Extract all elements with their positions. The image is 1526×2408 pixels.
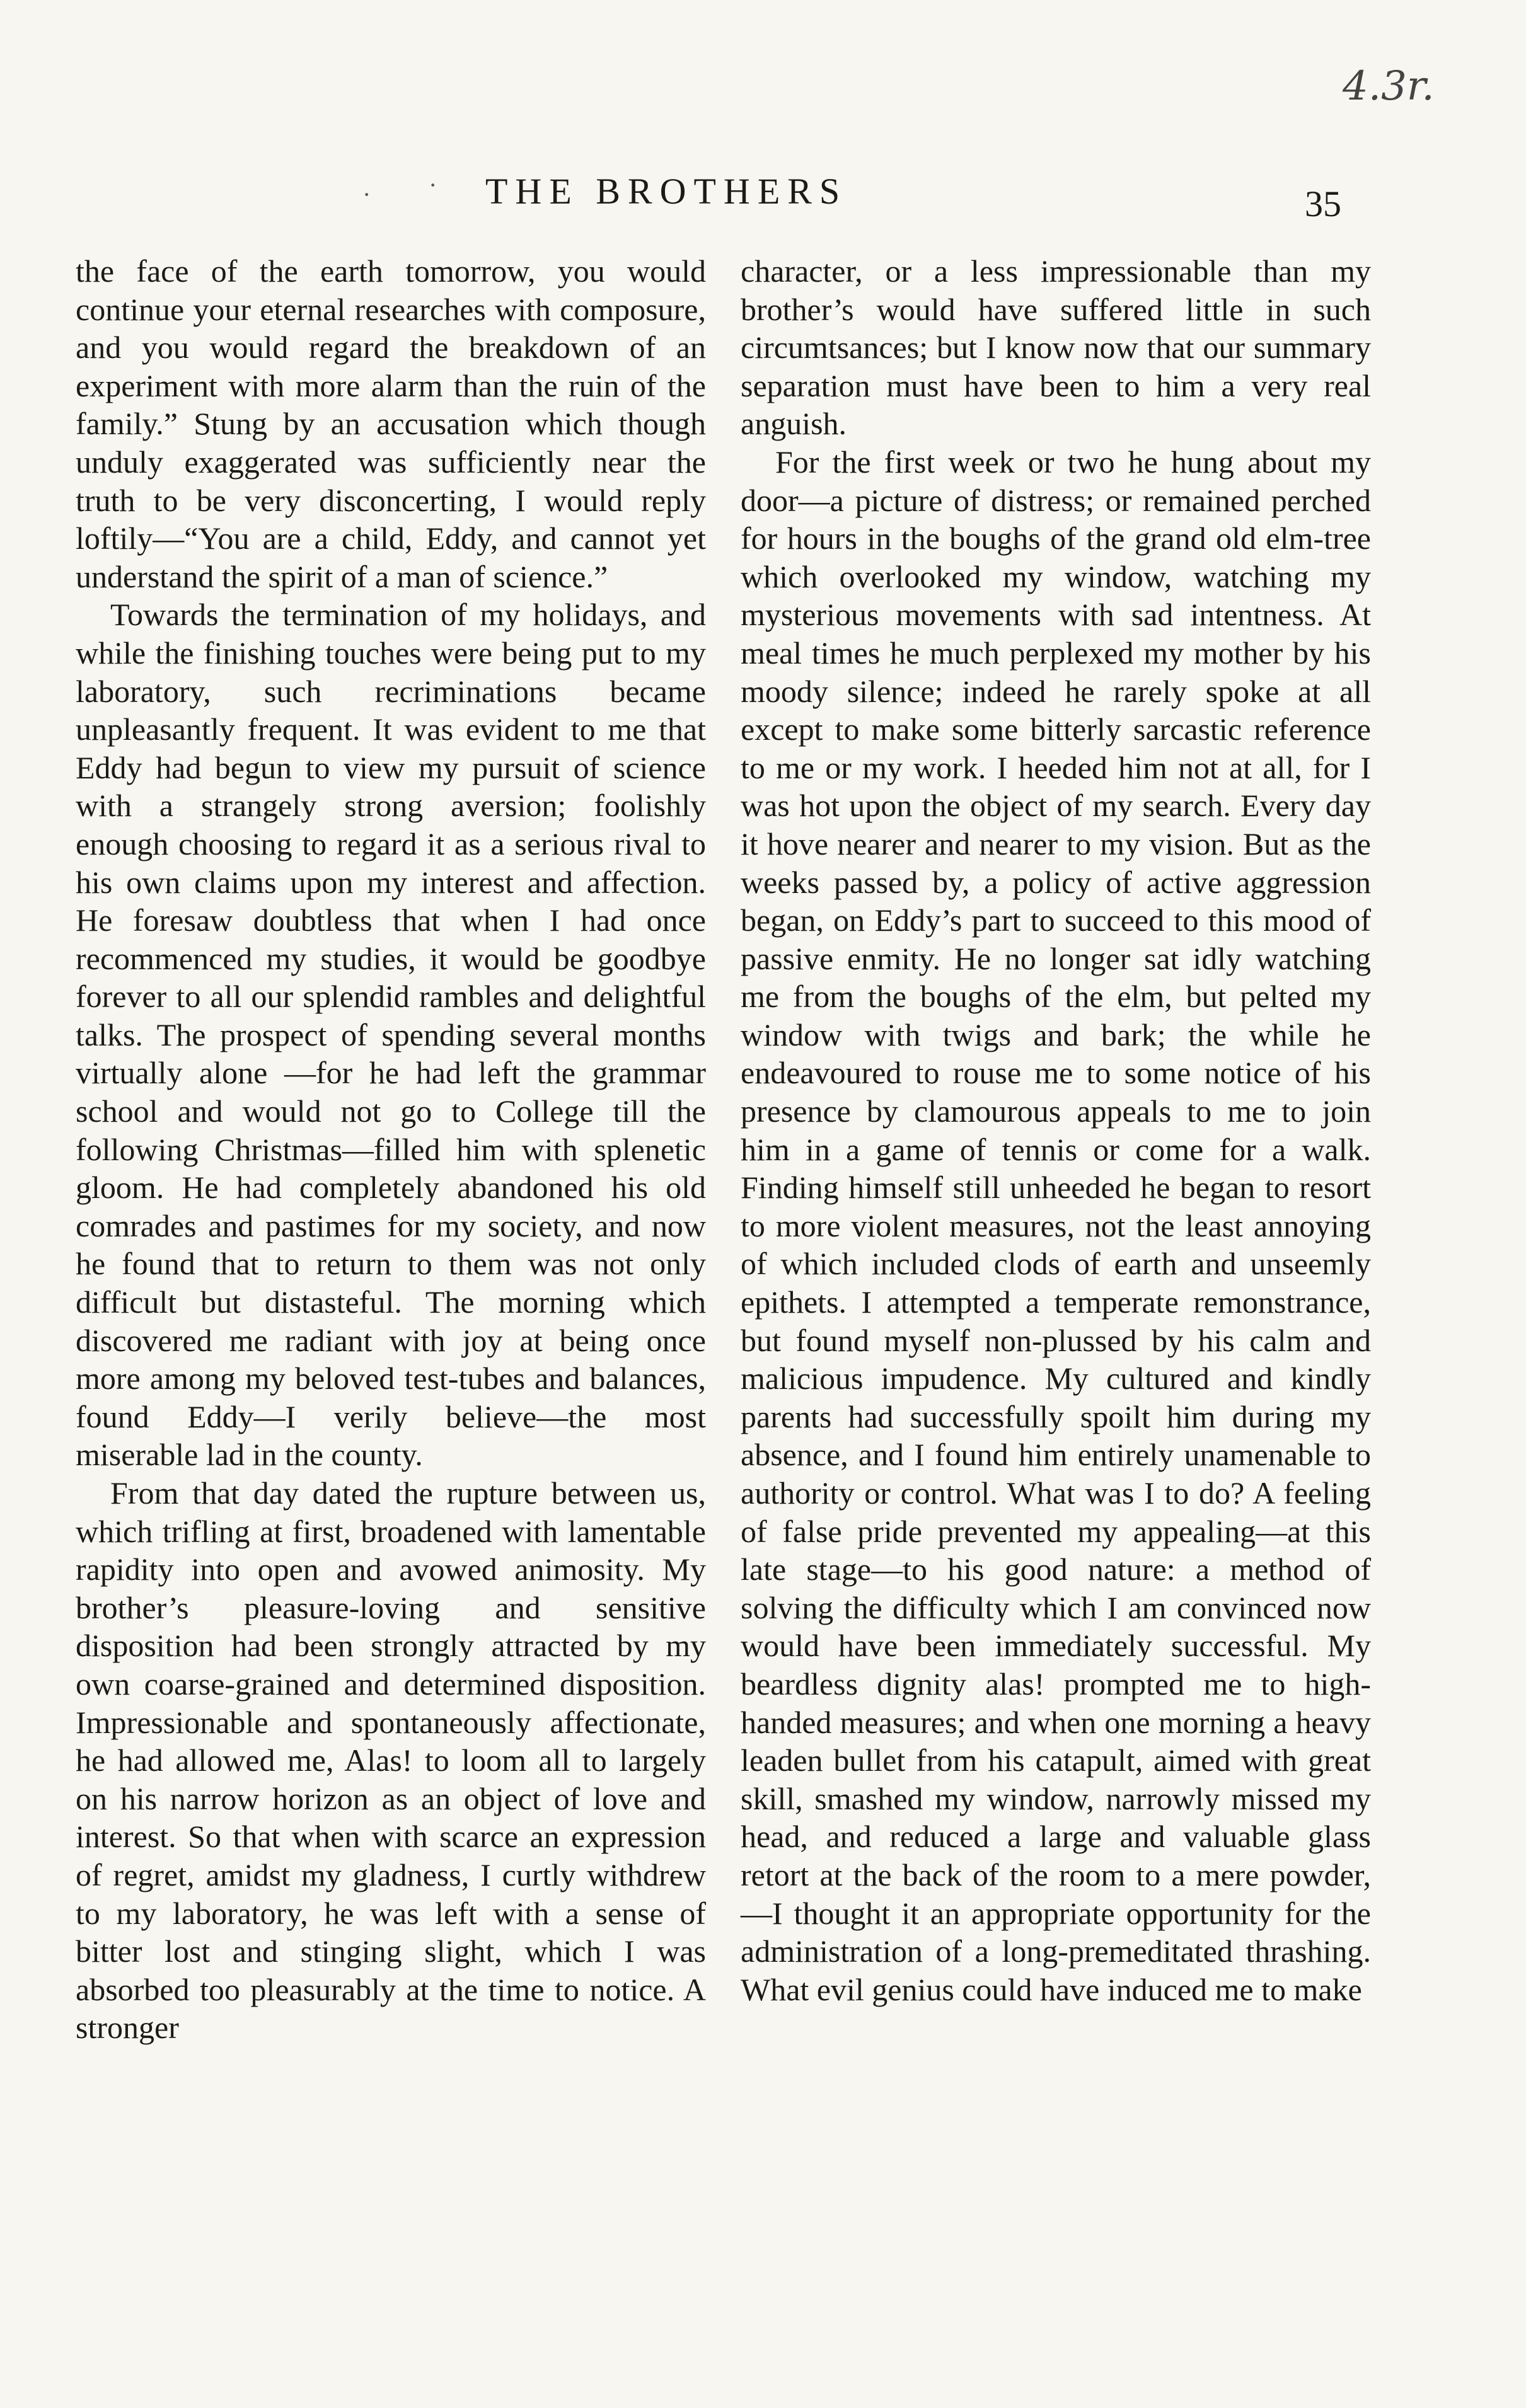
paragraph: the face of the earth tomorrow, you would continue your eternal researches with composure, and you would regard the breakdown of an experiment with more alarm than the ruin of the family.” Stung by an accusation which though unduly exaggerated was sufficiently near the truth to be very disconcerting, I would reply loftily—“You are a child, Eddy, and cannot yet understand the spirit of a man of science.” <box>76 253 706 594</box>
paragraph: Towards the termination of my holidays, and while the finishing touches were being put to my laboratory, such recriminations became unpleasantly frequent. It was evident to me that Eddy had begun to view my pursuit of science with a strangely strong aversion; foolishly enough choosing to regard it as a serious rival to his own claims upon my interest and affection. He foresaw doubtless that when I had once recommenced my studies, it would be goodbye forever to all our splendid rambles and delightful talks. The prospect of spending several months virtually alone —for he had left the grammar school and would not go to College till the following Christmas—filled him with splenetic gloom. He had completely abandoned his old comrades and pastimes for my society, and now he found that to return to them was not only difficult but distasteful. The morning which discovered me radiant with joy at being once more among my beloved test-tubes and balances, found Eddy—I verily believe—the most miserable lad in the county. <box>76 597 706 1473</box>
handwritten-annotation: 4.3r. <box>1343 63 1435 110</box>
right-column <box>741 252 1371 2008</box>
left-column <box>76 252 706 2047</box>
paragraph: For the first week or two he hung about my door—a picture of distress; or remained perched for hours in the boughs of the grand old elm-tree which overlooked my window, watching my mysterious movements with sad intentness. At meal times he much perplexed my mother by his moody silence; indeed he rarely spoke at all except to make some bitterly sarcastic reference to me or my work. I heeded him not at all, for I was hot upon the object of my search. Every day it hove nearer and nearer to my vision. But as the weeks passed by, a policy of active aggression began, on Eddy’s part to succeed to this mood of passive enmity. He no longer sat idly watching me from the boughs of the elm, but pelted my window with twigs and bark; the while he endeavoured to rouse me to some notice of his presence by clamourous appeals to me to join him in a game of tennis or come for a walk. Finding himself still unheeded he began to resort to more violent measures, not the least annoying of which included clods of earth and unseemly epithets. I attempted a temperate remonstrance, but found myself non-plussed by his calm and malicious impudence. My cultured and kindly parents had successfully spoilt him during my absence, and I found him entirely unamenable to authority or control. What was I to do? A feeling of false pride prevented my appealing—at this late stage—to his good nature: a method of solving the difficulty which I am convinced now would have been immediately successful. My beardless dignity alas! prompted me to high-handed measures; and when one morning a heavy leaden bullet from his catapult, aimed with great skill, smashed my window, narrowly missed my head, and reduced a large and valuable glass retort at the back of the room to a mere powder,—I thought it an appropriate opportunity for the administration of a long-premeditated thrashing. What evil genius could have induced me to make <box>741 444 1371 2007</box>
page-number: 35 <box>1305 183 1341 224</box>
decorative-dot: · <box>429 171 437 199</box>
paragraph: character, or a less impressionable than my brother’s would have suffered little in such circumtsances; but I know now that our summary separation must have been to him a very real anguish. <box>741 253 1371 442</box>
paragraph: From that day dated the rupture between us, which trifling at first, broadened with lamentable rapidity into open and avowed animosity. My brother’s pleasure-loving and sensitive disposition had been strongly attracted by my own coarse-grained and determined disposition. Impressionable and spontaneously affectionate, he had allowed me, Alas! to loom all to largely on his narrow horizon as an object of love and interest. So that when with scarce an expression of regret, amidst my gladness, I curtly withdrew to my laboratory, he was left with a sense of bitter lost and stinging slight, which I was absorbed too pleasurably at the time to notice. A stronger <box>76 1475 706 2046</box>
decorative-dot: · <box>362 180 371 209</box>
running-title: THE BROTHERS <box>485 171 848 212</box>
